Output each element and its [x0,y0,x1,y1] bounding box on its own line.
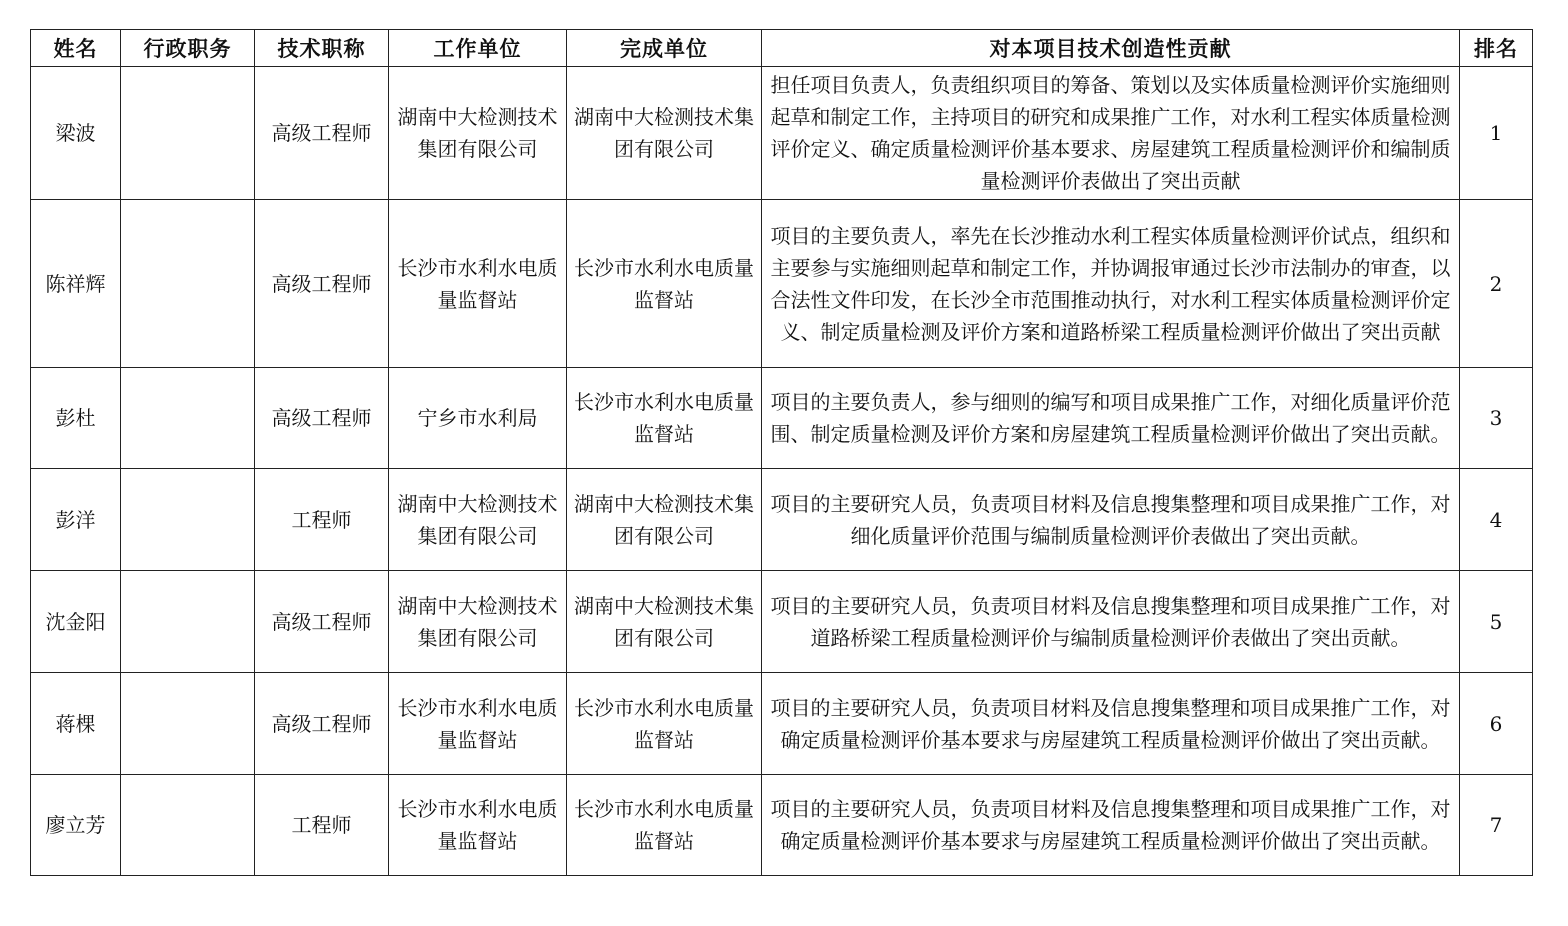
cell-employer: 长沙市水利水电质量监督站 [389,673,567,775]
cell-rank: 4 [1460,469,1533,571]
header-employer: 工作单位 [389,30,567,67]
cell-name: 蒋棵 [31,673,121,775]
cell-title: 工程师 [255,775,389,876]
header-contribution: 对本项目技术创造性贡献 [762,30,1460,67]
cell-contribution: 项目的主要负责人，率先在长沙推动水利工程实体质量检测评价试点，组织和主要参与实施细则起草和制定工作，并协调报审通过长沙市法制办的审查，以合法性文件印发，在长沙全市范围推动执行，对水利工程实体质量检测评价定义、制定质量检测及评价方案和道路桥梁工程质量检测评价做出了突出贡献 [762,200,1460,368]
cell-rank: 2 [1460,200,1533,368]
cell-name: 廖立芳 [31,775,121,876]
header-name: 姓名 [31,30,121,67]
cell-name: 彭洋 [31,469,121,571]
table-row [31,775,1533,876]
header-position: 行政职务 [121,30,255,67]
cell-unit: 长沙市水利水电质量监督站 [567,368,762,469]
cell-title: 高级工程师 [255,673,389,775]
cell-position [121,67,255,200]
cell-contribution: 项目的主要研究人员，负责项目材料及信息搜集整理和项目成果推广工作，对确定质量检测评价基本要求与房屋建筑工程质量检测评价做出了突出贡献。 [762,673,1460,775]
cell-unit: 长沙市水利水电质量监督站 [567,775,762,876]
cell-employer: 湖南中大检测技术集团有限公司 [389,469,567,571]
header-rank: 排名 [1460,30,1533,67]
cell-employer: 宁乡市水利局 [389,368,567,469]
cell-rank: 5 [1460,571,1533,673]
cell-contribution: 担任项目负责人，负责组织项目的筹备、策划以及实体质量检测评价实施细则起草和制定工作，主持项目的研究和成果推广工作，对水利工程实体质量检测评价定义、确定质量检测评价基本要求、房屋建筑工程质量检测评价和编制质量检测评价表做出了突出贡献 [762,67,1460,200]
cell-position [121,673,255,775]
cell-contribution: 项目的主要研究人员，负责项目材料及信息搜集整理和项目成果推广工作，对确定质量检测评价基本要求与房屋建筑工程质量检测评价做出了突出贡献。 [762,775,1460,876]
cell-unit: 长沙市水利水电质量监督站 [567,673,762,775]
cell-title: 高级工程师 [255,200,389,368]
table-row [31,469,1533,571]
contributors-table [30,29,1533,876]
cell-unit: 湖南中大检测技术集团有限公司 [567,571,762,673]
cell-unit: 湖南中大检测技术集团有限公司 [567,67,762,200]
cell-position [121,571,255,673]
header-unit: 完成单位 [567,30,762,67]
table-row [31,200,1533,368]
table-row [31,368,1533,469]
cell-rank: 6 [1460,673,1533,775]
cell-contribution: 项目的主要负责人，参与细则的编写和项目成果推广工作，对细化质量评价范围、制定质量检测及评价方案和房屋建筑工程质量检测评价做出了突出贡献。 [762,368,1460,469]
cell-employer: 长沙市水利水电质量监督站 [389,775,567,876]
header-row [31,30,1533,67]
cell-unit: 长沙市水利水电质量监督站 [567,200,762,368]
cell-name: 梁波 [31,67,121,200]
cell-title: 高级工程师 [255,368,389,469]
cell-title: 高级工程师 [255,67,389,200]
table-row [31,67,1533,200]
cell-employer: 湖南中大检测技术集团有限公司 [389,571,567,673]
cell-rank: 3 [1460,368,1533,469]
cell-employer: 长沙市水利水电质量监督站 [389,200,567,368]
cell-position [121,775,255,876]
cell-position [121,200,255,368]
cell-employer: 湖南中大检测技术集团有限公司 [389,67,567,200]
cell-name: 陈祥辉 [31,200,121,368]
cell-position [121,469,255,571]
cell-contribution: 项目的主要研究人员，负责项目材料及信息搜集整理和项目成果推广工作，对道路桥梁工程质量检测评价与编制质量检测评价表做出了突出贡献。 [762,571,1460,673]
cell-name: 沈金阳 [31,571,121,673]
cell-contribution: 项目的主要研究人员，负责项目材料及信息搜集整理和项目成果推广工作，对细化质量评价范围与编制质量检测评价表做出了突出贡献。 [762,469,1460,571]
cell-rank: 7 [1460,775,1533,876]
table-row [31,571,1533,673]
cell-title: 工程师 [255,469,389,571]
cell-position [121,368,255,469]
cell-name: 彭杜 [31,368,121,469]
cell-unit: 湖南中大检测技术集团有限公司 [567,469,762,571]
header-title: 技术职称 [255,30,389,67]
cell-title: 高级工程师 [255,571,389,673]
table-row [31,673,1533,775]
cell-rank: 1 [1460,67,1533,200]
